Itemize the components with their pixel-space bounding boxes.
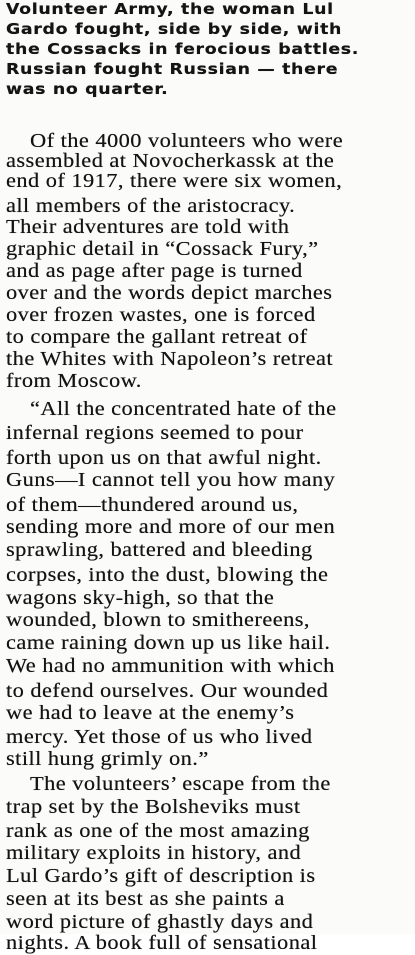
body-line: trap set by the Bolsheviks must [6,796,301,818]
body-line: infernal regions seemed to pour [6,422,304,444]
body-line: all members of the aristocracy. [6,195,296,217]
body-line: We had no ammunition with which [6,655,335,677]
body-line: from Moscow. [6,370,142,392]
body-line: end of 1917, there were six women, [6,170,343,192]
body-line: Their adventures are told with [6,216,290,238]
intro-line: was no quarter. [6,80,169,98]
body-line: military exploits in history, and [6,842,302,864]
body-line: still hung grimly on.” [6,748,209,770]
body-line: the Whites with Napoleon’s retreat [6,348,334,370]
body-line: wounded, blown to smithereens, [6,609,310,631]
body-line: Guns—I cannot tell you how many [6,469,336,491]
body-line: we had to leave at the enemy’s [6,702,295,724]
body-line: graphic detail in “Cossack Fury,” [6,238,319,260]
body-line: seen at its best as she paints a [6,888,285,910]
intro-line: Russian fought Russian — there [6,60,339,78]
body-line: over frozen wastes, one is forced [6,304,316,326]
body-line: rank as one of the most amazing [6,820,310,842]
body-line: sending more and more of our men [6,516,336,538]
body-line: sprawling, battered and bleeding [6,539,313,561]
body-line: corpses, into the dust, blowing the [6,564,329,586]
body-line: Of the 4000 volunteers who were [30,130,344,152]
body-line: mercy. Yet those of us who lived [6,726,313,748]
intro-line: Gardo fought, side by side, with [6,20,343,38]
body-line: assembled at Novocherkassk at the [6,150,335,172]
intro-line: Volunteer Army, the woman Lul [6,0,334,18]
body-line: of them—thundered around us, [6,494,299,516]
body-line: forth upon us on that awful night. [6,447,322,469]
intro-line: the Cossacks in ferocious battles. [6,40,360,58]
body-line: over and the words depict marches [6,282,333,304]
body-line: Lul Gardo’s gift of description is [6,865,316,887]
body-line: and as page after page is turned [6,260,303,282]
body-line: to defend ourselves. Our wounded [6,680,329,702]
body-line: word picture of ghastly days and [6,911,314,933]
body-line: to compare the gallant retreat of [6,326,308,348]
body-line: wagons sky-high, so that the [6,587,275,609]
body-line: nights. A book full of sensational [6,932,318,954]
body-line: “All the concentrated hate of the [30,398,337,420]
body-line: came raining down up us like hail. [6,632,331,654]
body-line: The volunteers’ escape from the [30,773,331,795]
